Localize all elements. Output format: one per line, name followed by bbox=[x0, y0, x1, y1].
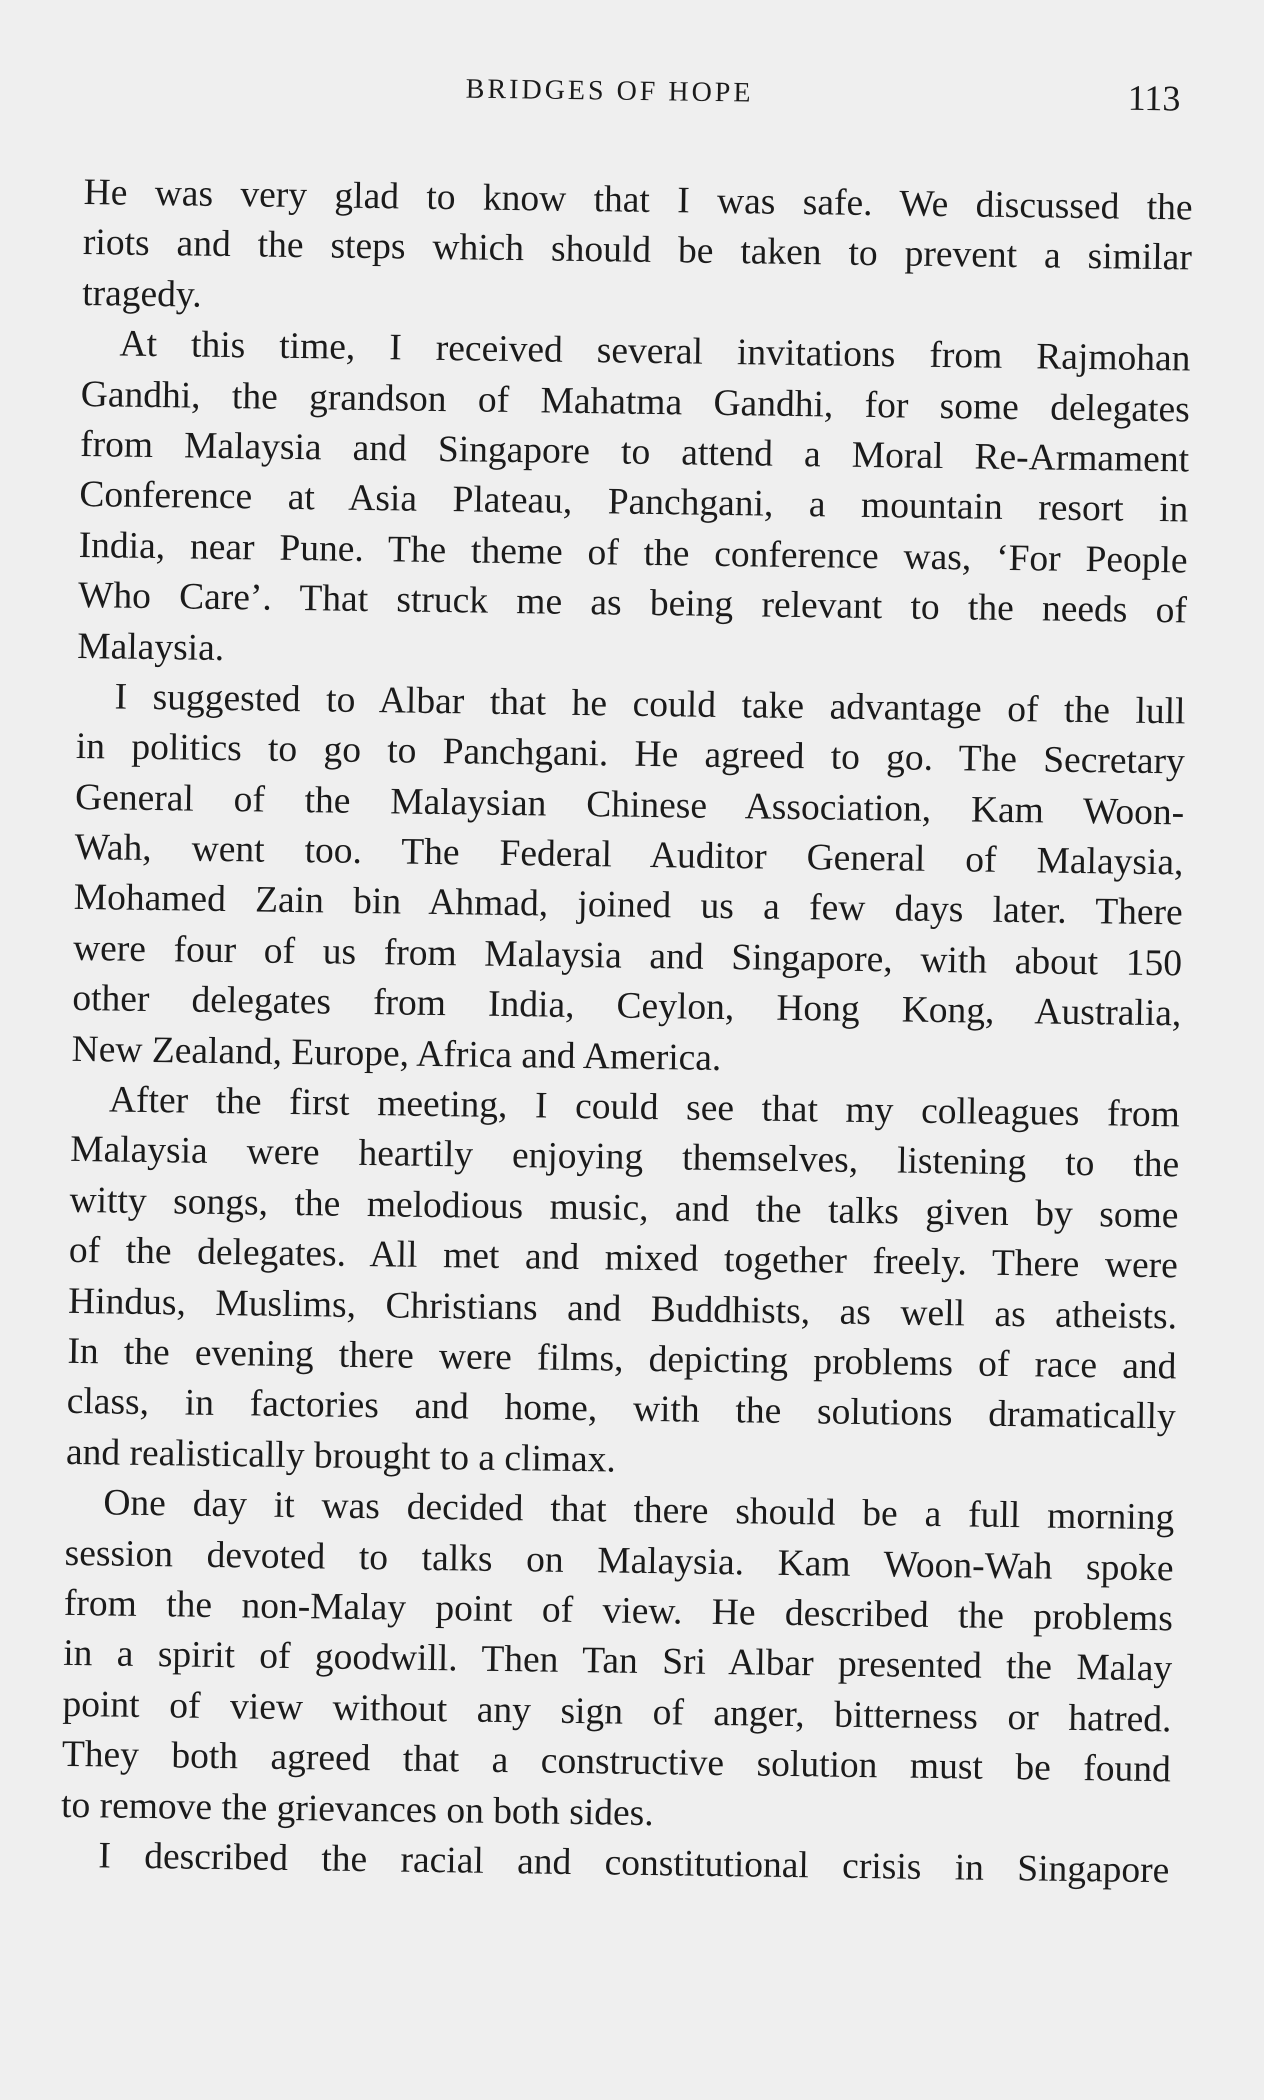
text-line: India, near Pune. The theme of the conference was, ‘For People bbox=[78, 524, 1188, 582]
text-line: Malaysia were heartily enjoying themselves, listening to the bbox=[70, 1129, 1180, 1186]
text-line: One day it was decided that there should be a full morning bbox=[103, 1482, 1175, 1539]
text-line: in politics to go to Panchgani. He agreed to go. The Secretary bbox=[75, 726, 1186, 783]
text-line: Mohamed Zain bin Ahmad, joined us a few days later. There bbox=[73, 877, 1183, 934]
text-line: Hindus, Muslims, Christians and Buddhists, as well as atheists. bbox=[67, 1280, 1178, 1337]
paragraph bbox=[77, 319, 1191, 687]
text-line: of the delegates. All met and mixed together freely. There were bbox=[68, 1230, 1179, 1287]
paragraph bbox=[61, 1478, 1175, 1846]
text-line: riots and the steps which should be taken to prevent a similar bbox=[82, 222, 1193, 279]
text-line: in a spirit of goodwill. Then Tan Sri Albar presented the Malay bbox=[62, 1633, 1173, 1690]
text-line: After the first meeting, I could see that my colleagues from bbox=[108, 1079, 1181, 1136]
text-line: from the non-Malay point of view. He described the problems bbox=[63, 1582, 1174, 1640]
text-line: At this time, I received several invitations from Rajmohan bbox=[119, 323, 1191, 380]
text-line: Conference at Asia Plateau, Panchgani, a mountain resort in bbox=[79, 474, 1189, 531]
text-line: Wah, went too. The Federal Auditor General of Malaysia, bbox=[74, 827, 1184, 884]
text-line: New Zealand, Europe, Africa and America. bbox=[71, 1028, 722, 1079]
paragraph bbox=[66, 1075, 1181, 1494]
text-line: Gandhi, the grandson of Mahatma Gandhi, for some delegates bbox=[80, 373, 1191, 431]
text-line: and realistically brought to a climax. bbox=[65, 1431, 617, 1481]
text-line: session devoted to talks on Malaysia. Kam Woon-Wah spoke bbox=[64, 1532, 1174, 1589]
running-header bbox=[0, 67, 1264, 119]
text-line: He was very glad to know that I was safe. We discussed the bbox=[83, 171, 1193, 229]
paragraph bbox=[82, 168, 1193, 335]
running-title: BRIDGES OF HOPE bbox=[465, 73, 754, 109]
text-line: Who Care’. That struck me as being relevant to the needs of bbox=[77, 575, 1188, 632]
text-line: to remove the grievances on both sides. bbox=[60, 1784, 654, 1834]
text-line: point of view without any sign of anger, bitterness or hatred. bbox=[62, 1683, 1172, 1741]
text-line: class, in factories and home, with the solutions dramatically bbox=[66, 1381, 1176, 1438]
body-text bbox=[60, 168, 1193, 1897]
text-line: other delegates from India, Ceylon, Hong Kong, Australia, bbox=[72, 978, 1182, 1035]
text-line: were four of us from Malaysia and Singapore, with about 150 bbox=[72, 927, 1183, 985]
text-line: Malaysia. bbox=[77, 625, 225, 669]
text-line: They both agreed that a constructive solution must be found bbox=[61, 1733, 1172, 1791]
text-line: In the evening there were films, depicting problems of race and bbox=[67, 1330, 1177, 1388]
paragraph bbox=[71, 672, 1186, 1091]
text-line: I described the racial and constitutional crisis in Singapore bbox=[98, 1835, 1170, 1892]
text-line: tragedy. bbox=[81, 272, 202, 316]
text-line: I suggested to Albar that he could take advantage of the lull bbox=[114, 676, 1186, 733]
page-number: 113 bbox=[1127, 77, 1181, 119]
text-line: witty songs, the melodious music, and the talks given by some bbox=[69, 1179, 1179, 1237]
text-line: General of the Malaysian Chinese Association, Kam Woon- bbox=[74, 776, 1185, 834]
text-line: from Malaysia and Singapore to attend a Moral Re-Armament bbox=[79, 423, 1190, 481]
